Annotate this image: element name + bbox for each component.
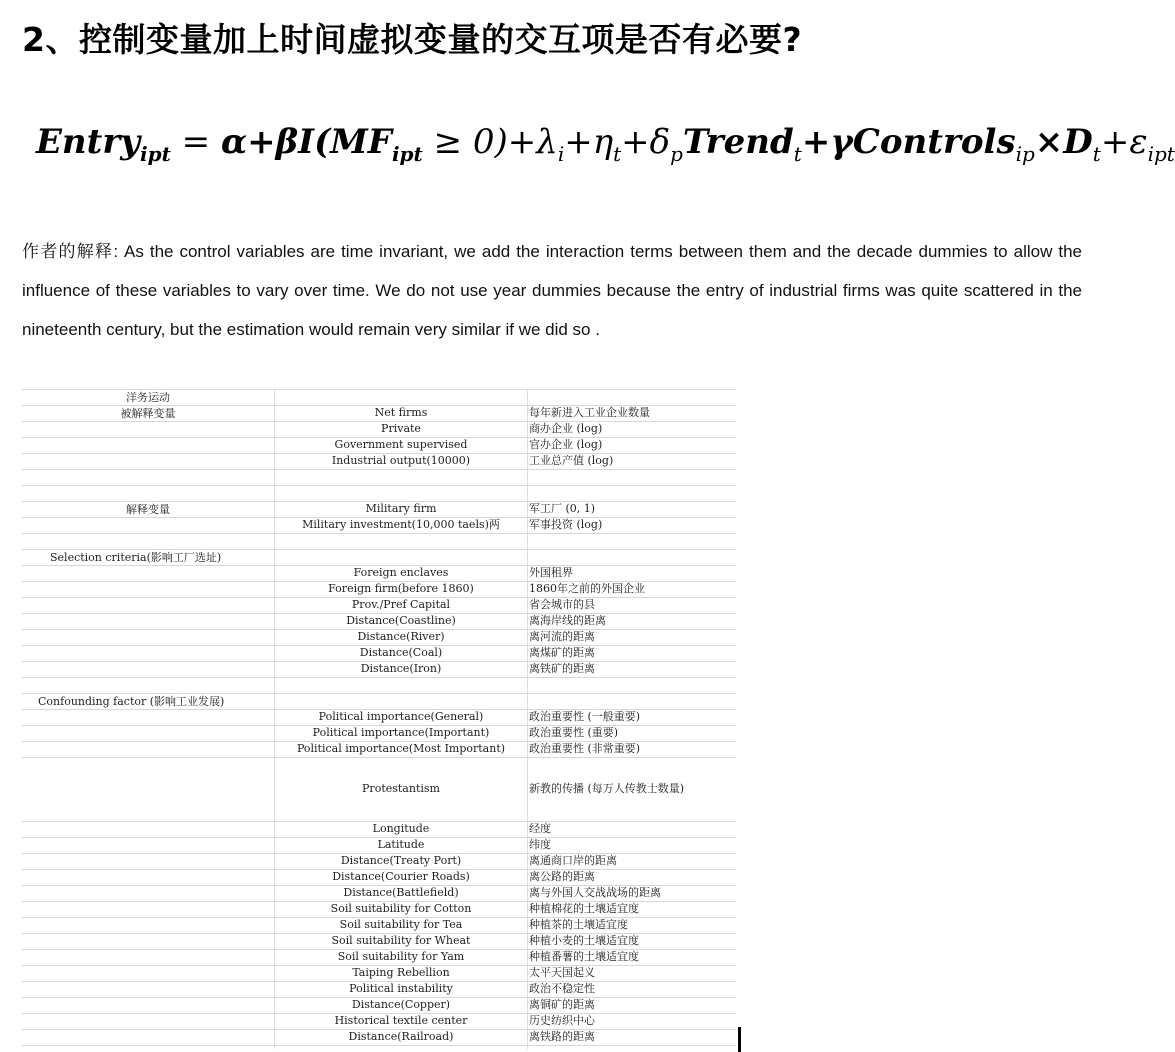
row-divider (22, 581, 736, 582)
variable-description: 离与外国人交战战场的距离 (529, 886, 661, 899)
variable-description: 经度 (529, 822, 551, 835)
variable-name: Military firm (365, 502, 437, 515)
row-divider (22, 757, 736, 758)
group-label-dependent: 被解释变量 (120, 407, 176, 420)
row-divider (22, 981, 736, 982)
eq-term8: +ε (1100, 122, 1148, 162)
row-divider (22, 725, 736, 726)
row-divider (22, 533, 736, 534)
group-label-explanatory: 解释变量 (126, 503, 170, 516)
group-label-selection: Selection criteria(影响工厂选址) (50, 551, 222, 564)
variable-name: Political instability (349, 982, 453, 995)
row-divider (22, 517, 736, 518)
row-divider (22, 837, 736, 838)
variable-name: Latitude (377, 838, 425, 851)
variable-name: Military investment(10,000 taels)两 (302, 518, 500, 531)
page-heading: 2、控制变量加上时间虚拟变量的交互项是否有必要? (22, 20, 803, 59)
row-divider (22, 453, 736, 454)
variable-name: Soil suitability for Cotton (330, 902, 472, 915)
variable-description: 政治重要性 (非常重要) (529, 742, 641, 755)
row-divider (22, 597, 736, 598)
variable-name: Private (381, 422, 421, 435)
variable-description: 外国租界 (529, 566, 573, 579)
variable-name: Taiping Rebellion (352, 966, 450, 979)
variable-name: Net firms (374, 406, 428, 419)
row-divider (22, 549, 736, 550)
variable-name: Distance(Railroad) (348, 1030, 454, 1043)
variable-description: 离铜矿的距离 (529, 998, 595, 1011)
variable-description: 军工厂 (0, 1) (529, 502, 596, 515)
variable-description: 政治重要性 (重要) (529, 726, 619, 739)
variable-name: Soil suitability for Tea (339, 918, 463, 931)
eq-term3: +η (564, 122, 614, 162)
row-divider (22, 565, 736, 566)
row-divider (22, 437, 736, 438)
variable-name: Longitude (372, 822, 430, 835)
eq-term6: +γControls (801, 122, 1016, 162)
eq-lhs-sub: ipt (140, 142, 171, 166)
variable-name: Foreign enclaves (353, 566, 449, 579)
variable-description: 省会城市的县 (529, 598, 595, 611)
variable-name: Distance(Battlefield) (343, 886, 459, 899)
row-divider (22, 933, 736, 934)
variable-description: 离铁矿的距离 (529, 662, 595, 675)
eq-term2: ≥ 0)+λ (422, 122, 558, 162)
variable-name: Foreign firm(before 1860) (328, 582, 474, 595)
variable-name: Distance(Courier Roads) (332, 870, 470, 883)
variable-description: 离海岸线的距离 (529, 614, 606, 627)
variable-description: 种植棉花的土壤适宜度 (529, 902, 639, 915)
variable-name: Distance(Coastline) (346, 614, 456, 627)
variable-table (22, 389, 736, 1049)
column-divider (527, 389, 528, 1049)
variable-name: Political importance(General) (318, 710, 484, 723)
text-cursor (738, 1027, 741, 1052)
variable-name: Distance(River) (357, 630, 445, 643)
eq-equals: = (170, 122, 221, 162)
eq-lhs: Entry (36, 122, 141, 162)
row-divider (22, 661, 736, 662)
eq-term4-sub: p (670, 142, 683, 166)
variable-name: Industrial output(10000) (331, 454, 471, 467)
row-divider (22, 901, 736, 902)
row-divider (22, 741, 736, 742)
eq-term6-sub: ip (1015, 142, 1035, 166)
variable-description: 离河流的距离 (529, 630, 595, 643)
variable-description: 新教的传播 (每万人传教士数量) (529, 782, 685, 795)
row-divider (22, 469, 736, 470)
row-divider (22, 997, 736, 998)
author-explanation: 作者的解释: As the control variables are time invariant, we add the interaction terms between them and the decade dummies to allow the influence of these variables to vary over time. We do not use year dummies because the entry of industrial firms was quite scattered in the nineteenth century, but the estimation would remain very similar if we did so . (22, 242, 1082, 339)
row-divider (22, 629, 736, 630)
variable-description: 离公路的距离 (529, 870, 595, 883)
row-divider (22, 1029, 736, 1030)
row-divider (22, 485, 736, 486)
eq-term4: +δ (621, 122, 671, 162)
variable-description: 离铁路的距离 (529, 1030, 595, 1043)
row-divider (22, 501, 736, 502)
variable-name: Prov./Pref Capital (351, 598, 451, 611)
row-divider (22, 389, 736, 390)
row-divider (22, 965, 736, 966)
eq-term1: α+βI(MF (220, 122, 392, 162)
row-divider (22, 885, 736, 886)
group-label-confounding: Confounding factor (影响工业发展) (38, 695, 225, 708)
regression-equation (36, 122, 1175, 166)
row-divider (22, 949, 736, 950)
eq-term8-sub: ipt (1147, 142, 1175, 166)
variable-description: 种植番薯的土壤适宜度 (529, 950, 639, 963)
eq-term5-sub: t (793, 142, 802, 166)
row-divider (22, 917, 736, 918)
row-divider (22, 421, 736, 422)
variable-name: Government supervised (334, 438, 468, 451)
variable-description: 种植小麦的土壤适宜度 (529, 934, 639, 947)
variable-description: 官办企业 (log) (529, 438, 603, 451)
variable-name: Distance(Copper) (351, 998, 451, 1011)
row-divider (22, 1013, 736, 1014)
variable-name: Distance(Iron) (360, 662, 442, 675)
variable-description: 种植茶的土壤适宜度 (529, 918, 628, 931)
variable-name: Distance(Treaty Port) (340, 854, 462, 867)
eq-term1-sub: ipt (391, 142, 423, 166)
row-divider (22, 613, 736, 614)
variable-description: 每年新进入工业企业数量 (529, 406, 650, 419)
variable-description: 军事投资 (log) (529, 518, 603, 531)
group-label-yangwu: 洋务运动 (126, 391, 170, 404)
eq-term3-sub: t (613, 142, 622, 166)
variable-name: Political importance(Most Important) (296, 742, 506, 755)
eq-term7-sub: t (1092, 142, 1101, 166)
variable-description: 1860年之前的外国企业 (529, 582, 645, 595)
variable-description: 政治不稳定性 (529, 982, 595, 995)
row-divider (22, 821, 736, 822)
row-divider (22, 869, 736, 870)
variable-name: Distance(Coal) (359, 646, 443, 659)
variable-name: Historical textile center (334, 1014, 468, 1027)
row-divider (22, 709, 736, 710)
variable-description: 纬度 (529, 838, 551, 851)
eq-term2-sub: i (557, 142, 565, 166)
row-divider (22, 693, 736, 694)
row-divider (22, 645, 736, 646)
variable-description: 离通商口岸的距离 (529, 854, 617, 867)
variable-description: 商办企业 (log) (529, 422, 603, 435)
variable-description: 太平天国起义 (529, 966, 595, 979)
variable-description: 离煤矿的距离 (529, 646, 595, 659)
variable-name: Soil suitability for Yam (337, 950, 465, 963)
variable-description: 历史纺织中心 (529, 1014, 595, 1027)
variable-name: Protestantism (362, 782, 440, 795)
row-divider (22, 405, 736, 406)
variable-description: 工业总产值 (log) (529, 454, 614, 467)
variable-name: Political importance(Important) (312, 726, 490, 739)
row-divider (22, 1045, 736, 1046)
variable-description: 政治重要性 (一般重要) (529, 710, 641, 723)
eq-term5: Trend (682, 122, 794, 162)
row-divider (22, 853, 736, 854)
row-divider (22, 677, 736, 678)
variable-name: Soil suitability for Wheat (331, 934, 471, 947)
eq-term7: ×D (1034, 122, 1093, 162)
